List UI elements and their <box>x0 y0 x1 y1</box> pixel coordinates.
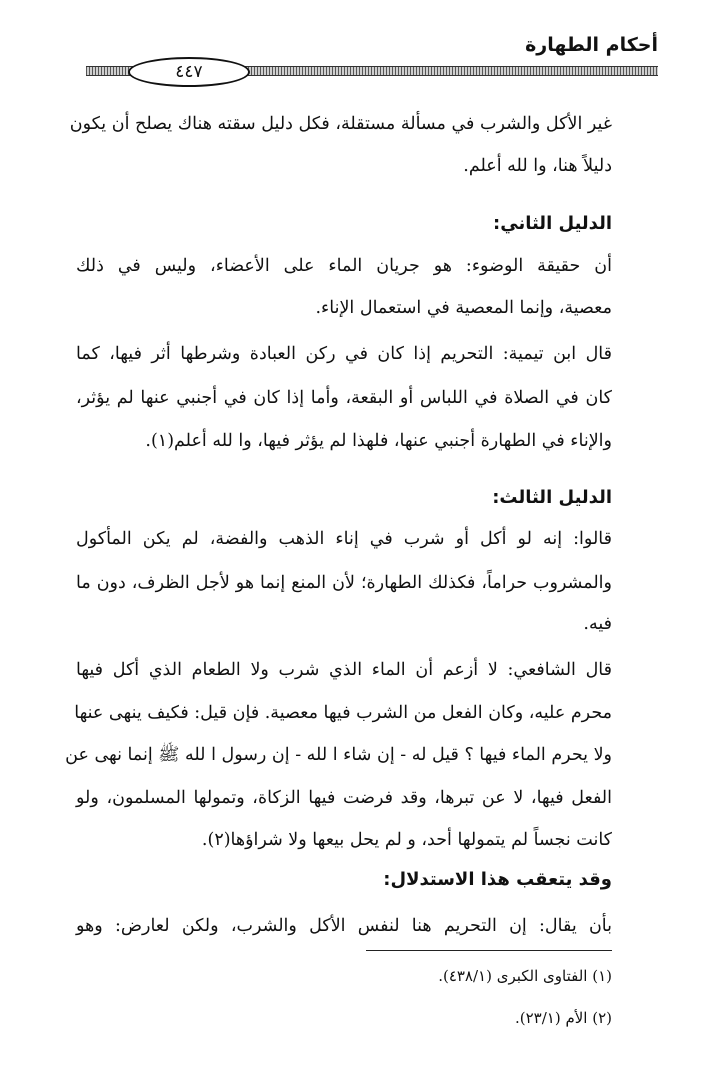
footnote: (١) الفتاوى الكبرى (٤٣٨/١). <box>438 967 612 985</box>
body-line: ولا يحرم الماء فيها ؟ قيل له - إن شاء ا لله - إن رسول ا لله ﷺ إنما نهى عن <box>65 745 612 765</box>
body-line: قال ابن تيمية: التحريم إذا كان في ركن العبادة وشرطها أثر فيها، كما <box>76 344 612 364</box>
body-line: بأن يقال: إن التحريم هنا لنفس الأكل والشرب، ولكن لعارض: وهو <box>76 916 612 936</box>
page-number: ٤٤٧ <box>175 61 203 82</box>
body-line: الفعل فيها، لا عن تبرها، وقد فرضت فيها الزكاة، وتمولها المسلمون، ولو <box>76 788 612 808</box>
section-heading: الدليل الثالث: <box>492 487 612 508</box>
body-line: دليلاً هنا، وا لله أعلم. <box>463 156 612 176</box>
footnote: (٢) الأم (٢٣/١). <box>514 1009 612 1027</box>
body-line: غير الأكل والشرب في مسألة مستقلة، فكل دليل سقته هناك يصلح أن يكون <box>69 114 612 134</box>
section-heading: الدليل الثاني: <box>493 213 612 234</box>
section-heading: وقد يتعقب هذا الاستدلال: <box>383 869 612 890</box>
body-line: قالوا: إنه لو أكل أو شرب في إناء الذهب والفضة، لم يكن المأكول <box>76 529 612 549</box>
body-line: فيه. <box>583 614 612 634</box>
page-number-badge <box>128 57 250 87</box>
footnote-separator <box>366 950 612 951</box>
body-line: قال الشافعي: لا أزعم أن الماء الذي شرب ولا الطعام الذي أكل فيها <box>76 660 612 680</box>
body-line: كان في الصلاة في اللباس أو البقعة، وأما إذا كان في أجنبي عنها لم يؤثر، <box>76 388 612 408</box>
running-title: أحكام الطهارة <box>525 34 658 56</box>
body-line: محرم عليه، وكان الفعل من الشرب فيها معصية. فإن قيل: فكيف ينهى عنها <box>74 703 612 723</box>
body-line: والمشروب حراماً، فكذلك الطهارة؛ لأن المنع إنما هو لأجل الظرف، دون ما <box>76 573 612 593</box>
body-line: والإناء في الطهارة أجنبي عنها، فلهذا لم يؤثر فيها، وا لله أعلم(١). <box>145 431 612 451</box>
body-line: أن حقيقة الوضوء: هو جريان الماء على الأعضاء، وليس في ذلك <box>76 256 612 276</box>
body-line: كانت نجساً لم يتمولها أحد، و لم يحل بيعها ولا شراؤها(٢). <box>201 830 612 850</box>
body-line: معصية، وإنما المعصية في استعمال الإناء. <box>315 298 612 318</box>
page-header <box>86 34 658 84</box>
